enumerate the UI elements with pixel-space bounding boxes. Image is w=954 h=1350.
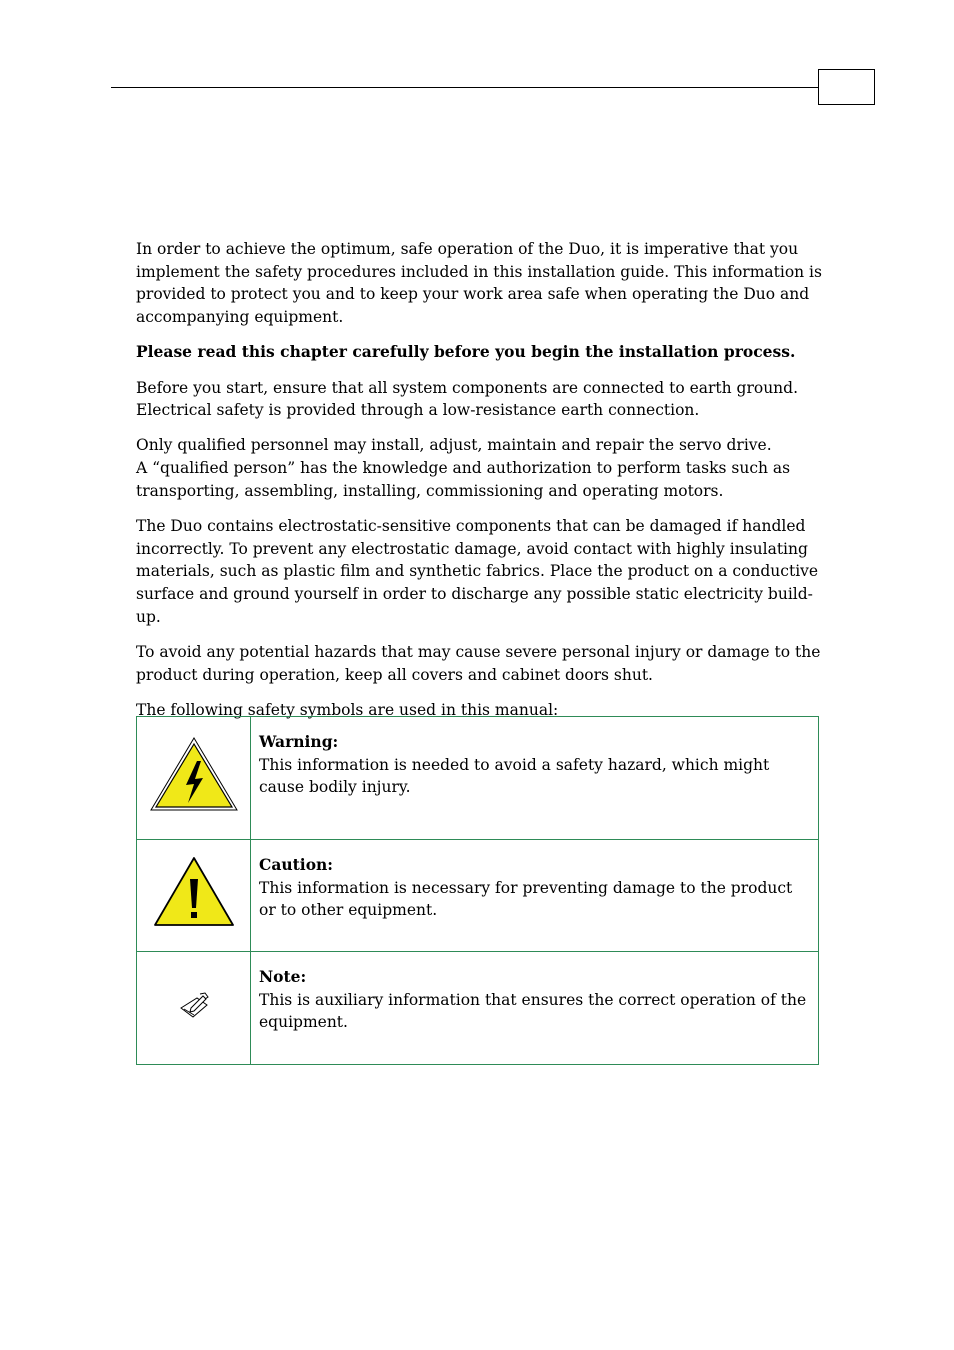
page-number-box <box>818 69 875 105</box>
qualified-personnel-line: Only qualified personnel may install, adjust, maintain and repair the servo drive. <box>136 436 772 455</box>
table-row <box>137 840 819 952</box>
caution-title: Caution: <box>259 855 334 874</box>
intro-paragraph: In order to achieve the optimum, safe operation of the Duo, it is imperative that you implement the safety procedures included in this installation guide. This information is provided to protect you and to keep your work area safe when operating the Duo and accompanying equipment. <box>136 240 822 327</box>
qualified-personnel-paragraph <box>136 434 826 502</box>
header-rule <box>111 87 818 88</box>
warning-title: Warning: <box>259 732 339 751</box>
warning-description: This information is needed to avoid a safety hazard, which might cause bodily injury. <box>259 755 770 797</box>
safety-information-body <box>136 238 826 734</box>
earth-ground-paragraph: Before you start, ensure that all system components are connected to earth ground. Electrical safety is provided through a low-resistance earth connection. <box>136 378 799 420</box>
read-chapter-notice: Please read this chapter carefully before you begin the installation process. <box>136 342 796 362</box>
safety-symbols-table <box>136 716 819 1065</box>
note-description: This is auxiliary information that ensures the correct operation of the equipment. <box>259 990 807 1032</box>
note-pencil-icon <box>177 990 211 1027</box>
symbols-intro-paragraph: The following safety symbols are used in this manual: <box>136 700 559 719</box>
table-row <box>137 717 819 840</box>
electrostatic-paragraph: The Duo contains electrostatic-sensitive components that can be damaged if handled incorrectly. To prevent any electrostatic damage, avoid contact with highly insulating materials, such as plastic film and synthetic fabrics. Place the product on a conductive surface and ground yourself in order to discharge any possible static electricity build-up. <box>136 517 819 626</box>
note-title: Note: <box>259 967 307 986</box>
caution-description: This information is necessary for preventing damage to the product or to other equipment. <box>259 878 793 920</box>
table-row <box>137 952 819 1065</box>
qualified-person-definition: A “qualified person” has the knowledge and authorization to perform tasks such as transporting, assembling, installing, commissioning and operating motors. <box>136 459 791 500</box>
caution-exclamation-icon <box>152 855 236 936</box>
covers-paragraph: To avoid any potential hazards that may cause severe personal injury or damage to the product during operation, keep all covers and cabinet doors shut. <box>136 643 821 684</box>
high-voltage-warning-icon <box>148 735 240 822</box>
